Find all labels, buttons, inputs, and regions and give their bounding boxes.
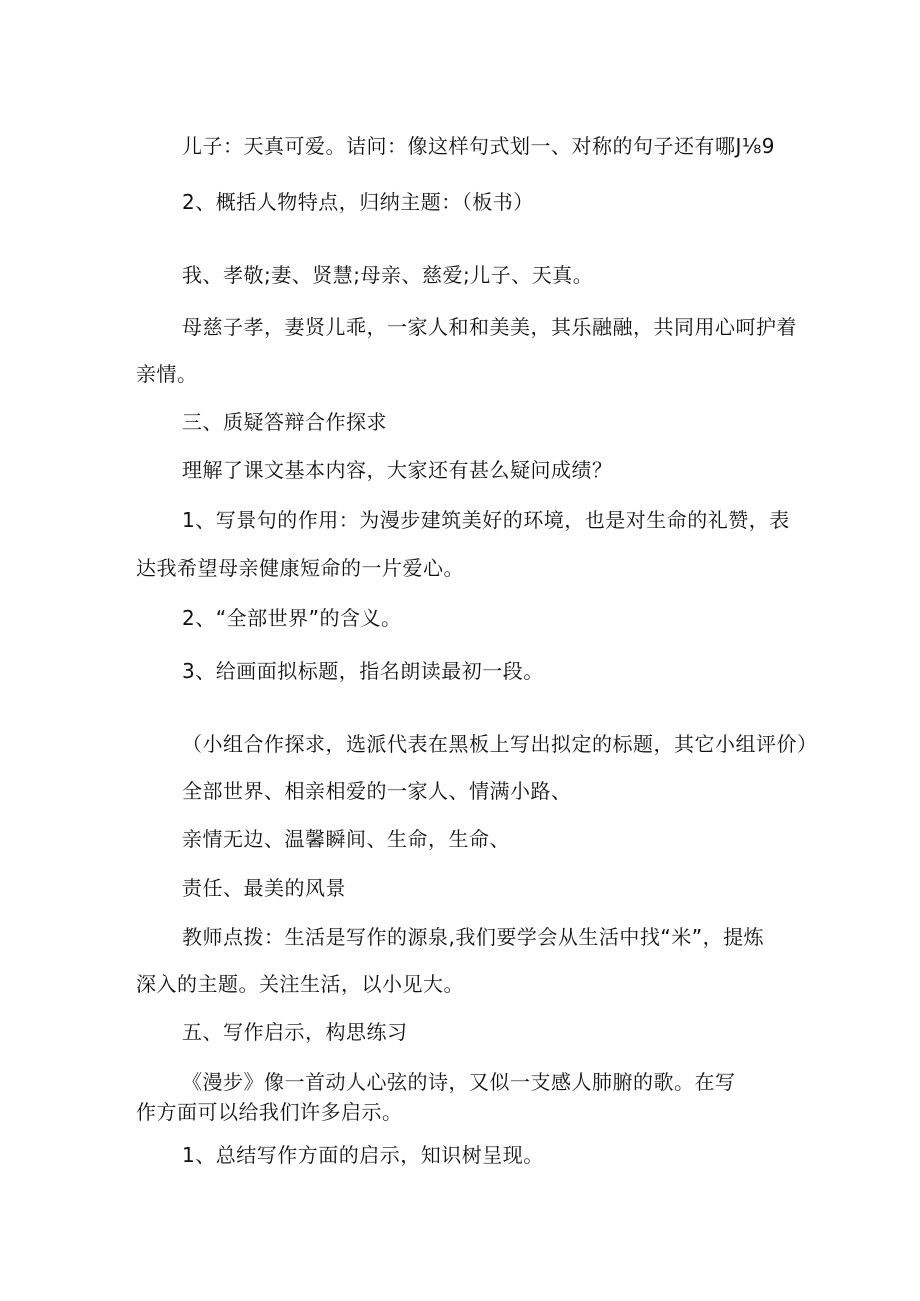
- text-line: 达我希望母亲健康短命的一片爱心。: [136, 556, 464, 580]
- text-line: 理解了课文基本内容，大家还有甚么疑问成绩？: [182, 458, 613, 482]
- section-heading: 五、写作启示，构思练习: [182, 1020, 408, 1044]
- text-line: 亲情。: [136, 362, 198, 386]
- text-line: 责任、最美的风景: [182, 876, 346, 900]
- text-line: 作方面可以给我们许多启示。: [136, 1100, 403, 1124]
- text-line: 1、写景句的作用：为漫步建筑美好的环境，也是对生命的礼赞，表: [182, 508, 790, 532]
- text-line: 2、概括人物特点，归纳主题：（板书）: [182, 190, 534, 214]
- text-line: （小组合作探求，选派代表在黑板上写出拟定的标题，其它小组评价）: [182, 732, 818, 756]
- text-line: 全部世界、相亲相爱的一家人、情满小路、: [182, 779, 572, 803]
- text-line: 亲情无边、温馨瞬间、生命，生命、: [182, 827, 510, 851]
- text-line: 我、孝敬;妻、贤慧;母亲、慈爱;儿子、天真。: [182, 263, 594, 287]
- text-line: 儿子：天真可爱。诘问：像这样句式划一、对称的句子还有哪J⅛9: [182, 134, 776, 158]
- text-line: 《漫步》像一首动人心弦的诗，又似一支感人肺腑的歌。在写: [182, 1070, 736, 1094]
- text-line: 3、给画面拟标题，指名朗读最初一段。: [182, 659, 544, 683]
- text-line: 母慈子孝，妻贤儿乖，一家人和和美美，其乐融融，共同用心呵护着: [182, 315, 797, 339]
- text-line: 教师点拨：生活是写作的源泉,我们要学会从生活中找“米”，提炼: [182, 925, 765, 949]
- text-line: 1、总结写作方面的启示，知识树呈现。: [182, 1143, 544, 1167]
- text-line: 深入的主题。关注生活，以小见大。: [136, 972, 464, 996]
- section-heading: 三、质疑答辩合作探求: [182, 410, 387, 434]
- text-line: 2、“全部世界”的含义。: [182, 606, 402, 630]
